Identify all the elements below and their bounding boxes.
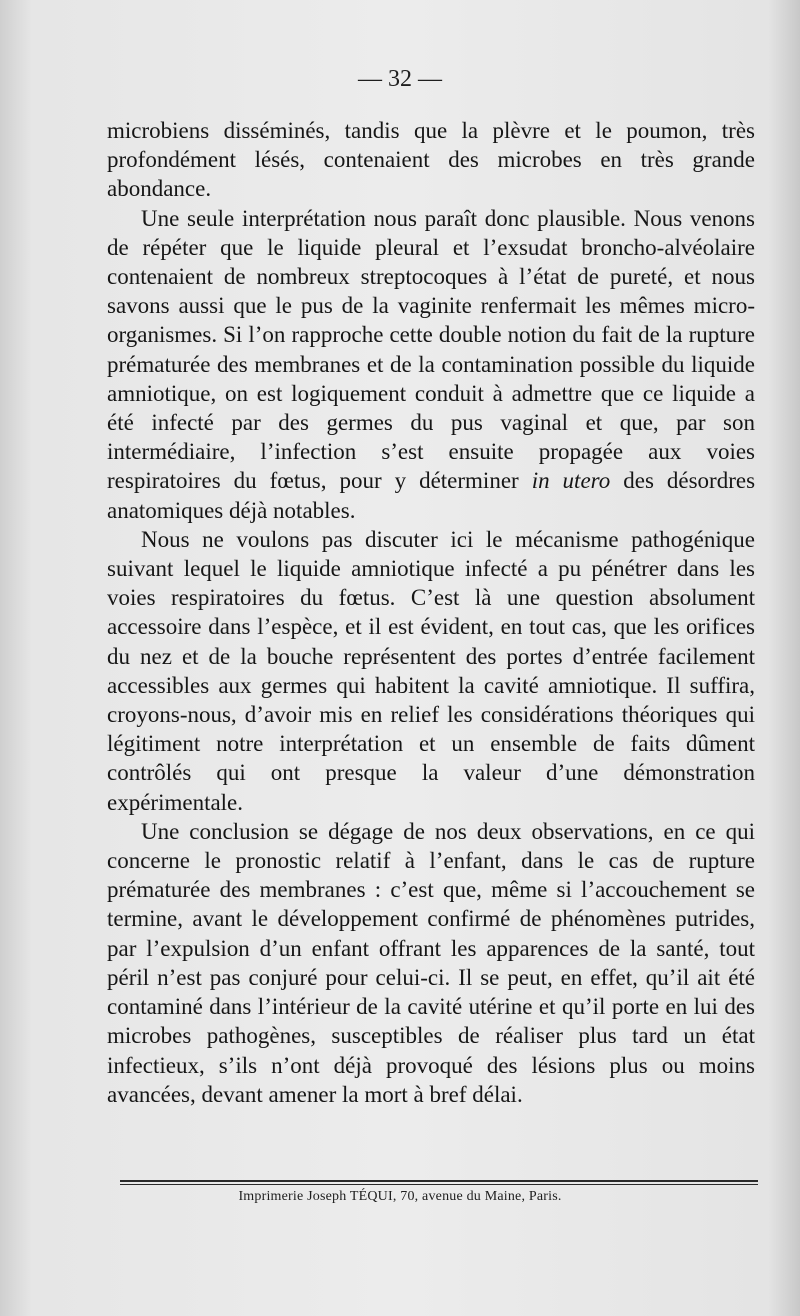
- page-number: — 32 —: [358, 66, 442, 92]
- paragraph-3: Nous ne voulons pas discuter ici le mécanisme pathogénique suivant lequel le liquide amniotique infecté a pu pénétrer dans les voies respiratoires du fœtus. C’est là une question absolument accessoire dans l’espèce, et il est évident, en tout cas, que les orifices du nez et de la bouche représentent des portes d’entrée facilement accessibles aux germes qui habitent la cavité amniotique. Il suffira, croyons-nous, d’avoir mis en relief les considérations théoriques qui légitiment notre interprétation et un ensemble de faits dûment contrôlés qui ont presque la valeur d’une démonstration expérimentale.: [107, 526, 755, 815]
- printer-imprint: Imprimerie Joseph TÉQUI, 70, avenue du Maine, Paris.: [238, 1189, 562, 1204]
- paragraph-4: Une conclusion se dégage de nos deux observations, en ce qui concerne le pronostic relatif à l’enfant, dans le cas de rupture prématurée des membranes : c’est que, même si l’accouchement se termine, avant le développement confirmé de phénomènes putrides, par l’expulsion d’un enfant offrant les apparences de la santé, tout péril n’est pas conjuré pour celui-ci. Il se peut, en effet, qu’il ait été contaminé dans l’intérieur de la cavité utérine et qu’il porte en lui des microbes pathogènes, susceptibles de réaliser plus tard un état infectieux, s’ils n’ont déjà provoqué des lésions plus ou moins avancées, devant amener la mort à bref délai.: [107, 818, 755, 1107]
- body-text: [107, 116, 755, 1109]
- paragraph-2-text: Une seule interprétation nous paraît donc plausible. Nous venons de répéter que le liquide pleural et l’exsudat broncho-alvéolaire contenaient de nombreux streptocoques à l’état de pureté, et nous savons aussi que le pus de la vaginite renfermait les mêmes micro-organismes. Si l’on rapproche cette double notion du fait de la rupture prématurée des membranes et de la contamination possible du liquide amniotique, on est logiquement conduit à admettre que ce liquide a été infecté par des germes du pus vaginal et que, par son intermédiaire, l’infection s’est ensuite propagée aux voies respiratoires du fœtus, pour y déterminer: [107, 205, 755, 494]
- paragraph-2-end: des désordres anatomiques déjà notables.: [107, 468, 756, 523]
- paragraph-2-italic: in utero: [531, 468, 611, 494]
- paragraph-1: microbiens disséminés, tandis que la plèvre et le poumon, très profondément lésés, contenaient des microbes en très grande abondance.: [107, 118, 755, 202]
- paragraph-2: [107, 204, 755, 525]
- footer-rule-bottom: [120, 1184, 758, 1185]
- footer-rule-top: [120, 1180, 758, 1182]
